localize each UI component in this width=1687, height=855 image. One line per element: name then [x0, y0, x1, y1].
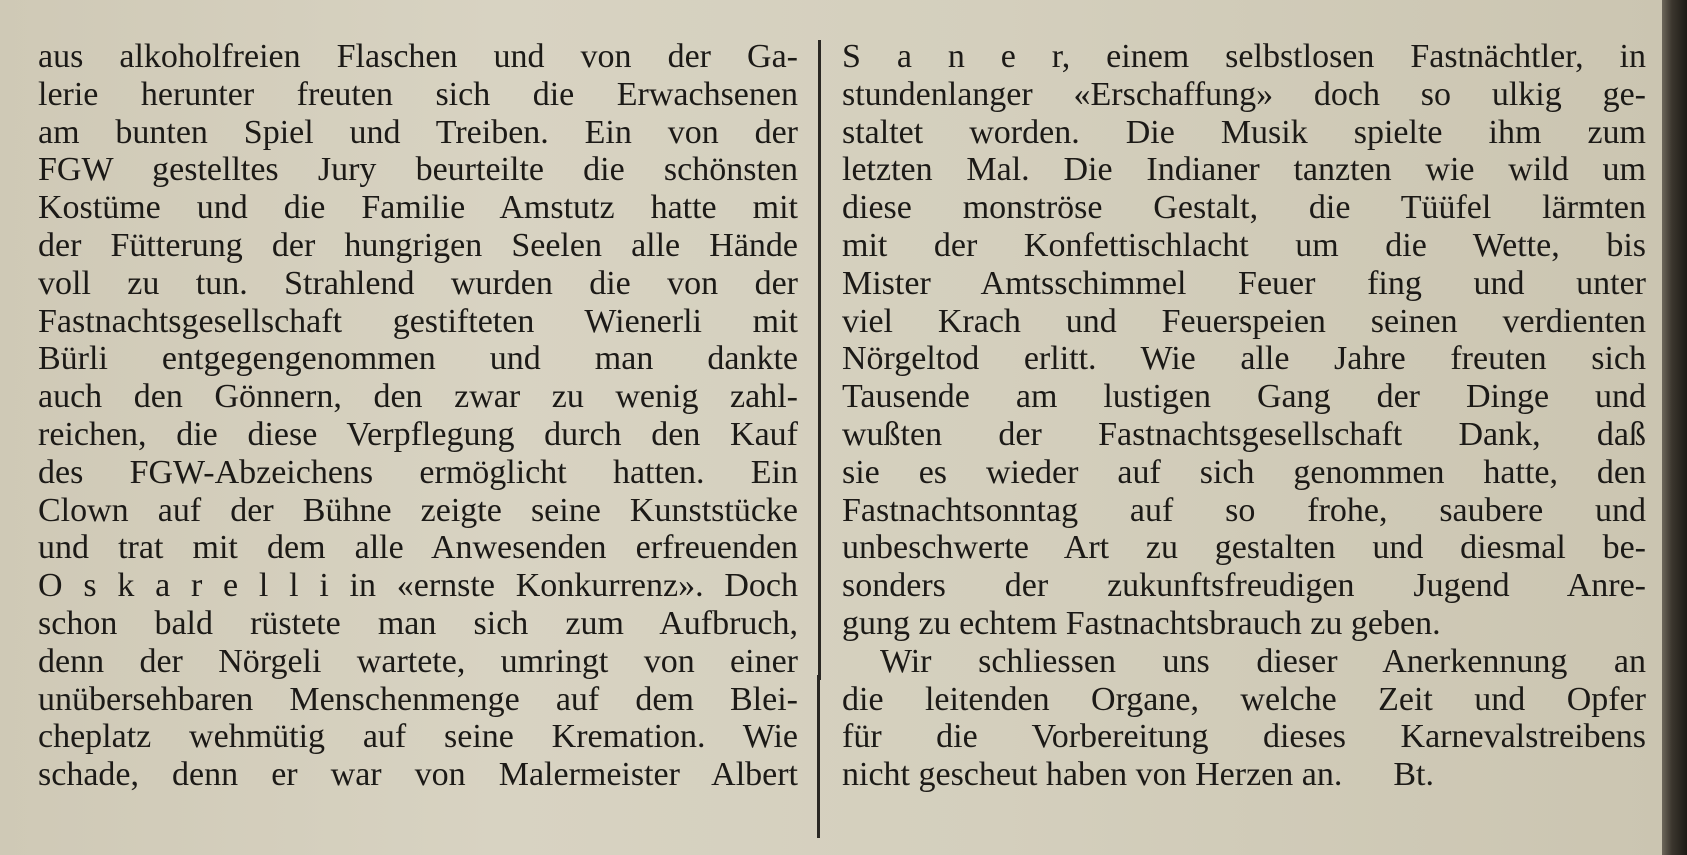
text-line: wußten der Fastnachtsgesellschaft Dank, daß [842, 415, 1646, 453]
text-line: Fastnachtsgesellschaft gestifteten Wienerli mit [38, 302, 798, 340]
left-column [38, 38, 798, 794]
text-line: staltet worden. Die Musik spielte ihm zum [842, 113, 1646, 151]
text-line: Tausende am lustigen Gang der Dinge und [842, 378, 1646, 416]
text-line: sie es wieder auf sich genommen hatte, den [842, 453, 1646, 491]
right-column [842, 38, 1646, 794]
text-line: Mister Amtsschimmel Feuer fing und unter [842, 264, 1646, 302]
text-line: und trat mit dem alle Anwesenden erfreuenden [38, 529, 798, 567]
text-line: Bürli entgegengenommen und man dankte [38, 340, 798, 378]
text-line: des FGW-Abzeichens ermöglicht hatten. Ein [38, 453, 798, 491]
text-line: FGW gestelltes Jury beurteilte die schönsten [38, 151, 798, 189]
text-line: auch den Gönnern, den zwar zu wenig zahl- [38, 378, 798, 416]
text-line: reichen, die diese Verpflegung durch den Kauf [38, 415, 798, 453]
column-divider [817, 675, 820, 838]
text-line: stundenlanger «Erschaffung» doch so ulkig ge- [842, 75, 1646, 113]
text-line: unübersehbaren Menschenmenge auf dem Blei- [38, 680, 798, 718]
text-line: mit der Konfettischlacht um die Wette, bis [842, 226, 1646, 264]
text-line: für die Vorbereitung dieses Karnevalstreibens [842, 718, 1646, 756]
text-line: S a n e r, einem selbstlosen Fastnächtler, in [842, 38, 1646, 75]
text-line: letzten Mal. Die Indianer tanzten wie wild um [842, 151, 1646, 189]
text-line: voll zu tun. Strahlend wurden die von der [38, 264, 798, 302]
text-line: O s k a r e l l i in «ernste Konkurrenz». Doch [38, 567, 798, 605]
text-line: unbeschwerte Art zu gestalten und diesmal be- [842, 529, 1646, 567]
text-line: die leitenden Organe, welche Zeit und Opfer [842, 680, 1646, 718]
text-line: Nörgeltod erlitt. Wie alle Jahre freuten sich [842, 340, 1646, 378]
column-divider [818, 40, 821, 680]
page-edge-shadow [1662, 0, 1687, 855]
text-line: viel Krach und Feuerspeien seinen verdienten [842, 302, 1646, 340]
text-line: der Fütterung der hungrigen Seelen alle Hände [38, 226, 798, 264]
text-line: Fastnachtsonntag auf so frohe, saubere und [842, 491, 1646, 529]
text-line: lerie herunter freuten sich die Erwachsenen [38, 75, 798, 113]
text-line: schade, denn er war von Malermeister Albert [38, 756, 798, 794]
text-line: diese monströse Gestalt, die Tüüfel lärmten [842, 189, 1646, 227]
text-line: Wir schliessen uns dieser Anerkennung an [880, 642, 1646, 680]
text-line: nicht gescheut haben von Herzen an. Bt. [842, 756, 1434, 794]
text-line: Clown auf der Bühne zeigte seine Kunststücke [38, 491, 798, 529]
text-line: aus alkoholfreien Flaschen und von der Ga- [38, 38, 798, 75]
text-line: gung zu echtem Fastnachtsbrauch zu geben. [842, 604, 1441, 642]
text-line: sonders der zukunftsfreudigen Jugend Anre- [842, 567, 1646, 605]
text-line: schon bald rüstete man sich zum Aufbruch, [38, 604, 798, 642]
text-line: Kostüme und die Familie Amstutz hatte mit [38, 189, 798, 227]
text-line: am bunten Spiel und Treiben. Ein von der [38, 113, 798, 151]
text-line: cheplatz wehmütig auf seine Kremation. Wie [38, 718, 798, 756]
text-line: denn der Nörgeli wartete, umringt von einer [38, 642, 798, 680]
